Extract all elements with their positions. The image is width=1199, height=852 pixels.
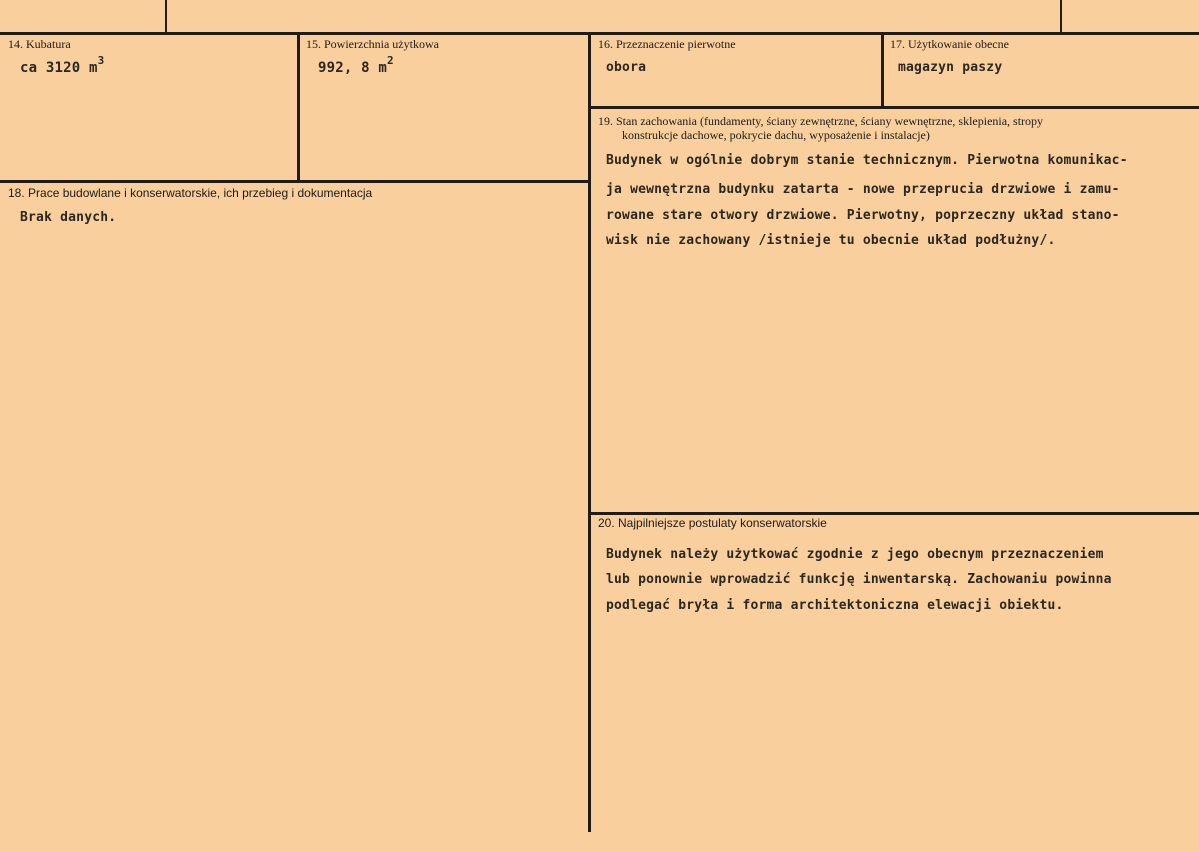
field-19-line-2: ja wewnętrzna budynku zatarta - nowe przeprucia drzwiowe i zamu- xyxy=(606,182,1120,197)
section-divider-right-bottom xyxy=(590,512,1199,515)
column-divider-14-15 xyxy=(297,32,300,180)
field-17-label: 17. Użytkowanie obecne xyxy=(890,37,1009,51)
field-15-number: 992, 8 m xyxy=(318,60,388,76)
field-14-value xyxy=(20,56,105,81)
top-border-line xyxy=(0,32,1199,35)
field-19-line-4: wisk nie zachowany /istnieje tu obecnie układ podłużny/. xyxy=(606,233,1056,248)
section-divider-right-top xyxy=(590,106,1199,109)
column-divider-16-17 xyxy=(881,32,884,108)
column-divider-main xyxy=(588,32,591,832)
field-20-line-1: Budynek należy użytkować zgodnie z jego obecnym przeznaczeniem xyxy=(606,547,1104,562)
field-14-number: ca 3120 m xyxy=(20,60,98,76)
field-14-label: 14. Kubatura xyxy=(8,37,71,51)
field-19-line-3: rowane stare otwory drzwiowe. Pierwotny, poprzeczny układ stano- xyxy=(606,208,1120,223)
field-18-label: 18. Prace budowlane i konserwatorskie, ich przebieg i dokumentacja xyxy=(8,186,373,200)
field-19-label-line1: 19. Stan zachowania (fundamenty, ściany zewnętrzne, ściany wewnętrzne, sklepienia, stropy xyxy=(598,114,1044,128)
field-14-superscript: 3 xyxy=(97,54,105,67)
field-15-superscript: 2 xyxy=(387,54,394,67)
field-17-value: magazyn paszy xyxy=(898,60,1003,75)
field-16-value: obora xyxy=(606,60,647,75)
top-tick-right xyxy=(1060,0,1062,34)
field-20-label: 20. Najpilniejsze postulaty konserwatorskie xyxy=(598,516,827,530)
field-20-line-3: podlegać bryła i forma architektoniczna elewacji obiektu. xyxy=(606,598,1064,613)
top-tick-left xyxy=(165,0,167,34)
field-15-value xyxy=(318,56,394,81)
field-18-value: Brak danych. xyxy=(20,210,117,225)
field-16-label: 16. Przeznaczenie pierwotne xyxy=(598,37,736,51)
field-19-line-1: Budynek w ogólnie dobrym stanie technicznym. Pierwotna komunikac- xyxy=(606,153,1128,168)
field-15-label: 15. Powierzchnia użytkowa xyxy=(306,37,439,51)
field-19-label-line2: konstrukcje dachowe, pokrycie dachu, wyposażenie i instalacje) xyxy=(622,128,930,142)
field-20-line-2: lub ponownie wprowadzić funkcję inwentarską. Zachowaniu powinna xyxy=(606,572,1112,587)
section-divider-left xyxy=(0,180,590,183)
